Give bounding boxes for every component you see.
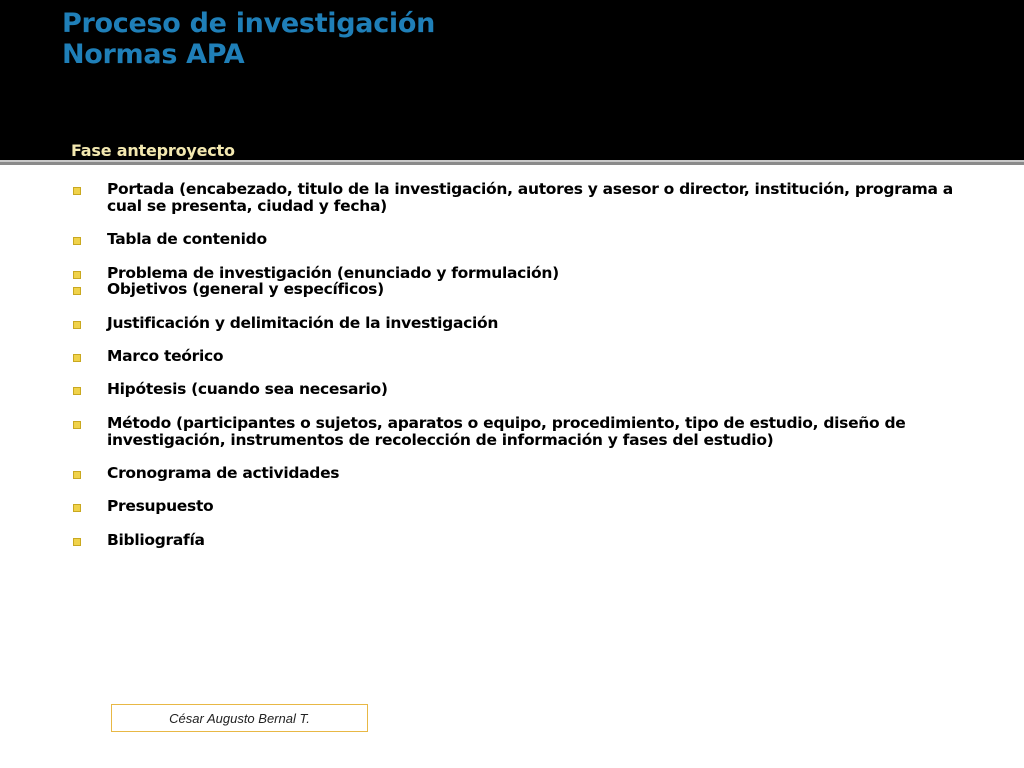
list-item [107, 348, 977, 365]
list-item [107, 415, 977, 449]
bullet-square-icon [73, 287, 81, 295]
list-item [107, 381, 977, 398]
section-subtitle: Fase anteproyecto [71, 141, 235, 160]
bullet-square-icon [73, 271, 81, 279]
list-item-text: Marco teórico [107, 347, 224, 365]
bullet-square-icon [73, 387, 81, 395]
list-item-text: Objetivos (general y específicos) [107, 280, 384, 298]
list-item-text: Hipótesis (cuando sea necesario) [107, 380, 388, 398]
list-item-text: Bibliografía [107, 531, 205, 549]
bullet-square-icon [73, 237, 81, 245]
author-name: César Augusto Bernal T. [169, 710, 310, 726]
list-item-text: Cronograma de actividades [107, 464, 340, 482]
author-box [111, 704, 368, 732]
list-item [107, 231, 977, 248]
bullet-square-icon [73, 321, 81, 329]
title-line-2: Normas APA [62, 39, 245, 70]
list-item-text: Método (participantes o sujetos, aparatos o equipo, procedimiento, tipo de estudio, diseño de investigación, instrumentos de recolección de información y fases del estudio) [107, 414, 906, 449]
bullet-square-icon [73, 187, 81, 195]
list-item [107, 532, 977, 549]
list-item-text: Problema de investigación (enunciado y formulación) [107, 264, 559, 282]
list-item [107, 315, 977, 332]
list-item [107, 498, 977, 515]
list-item [107, 281, 977, 298]
bullet-square-icon [73, 504, 81, 512]
list-item-text: Justificación y delimitación de la investigación [107, 314, 499, 332]
bullet-square-icon [73, 538, 81, 546]
bullet-square-icon [73, 421, 81, 429]
bullet-square-icon [73, 354, 81, 362]
list-item [107, 465, 977, 482]
list-item-text: Tabla de contenido [107, 230, 267, 248]
list-item [107, 181, 977, 215]
list-item-text: Presupuesto [107, 497, 214, 515]
title-line-1: Proceso de investigación [62, 8, 436, 39]
list-item-text: Portada (encabezado, titulo de la investigación, autores y asesor o director, institución, programa a cual se presenta, ciudad y fecha) [107, 180, 953, 215]
bullet-square-icon [73, 471, 81, 479]
